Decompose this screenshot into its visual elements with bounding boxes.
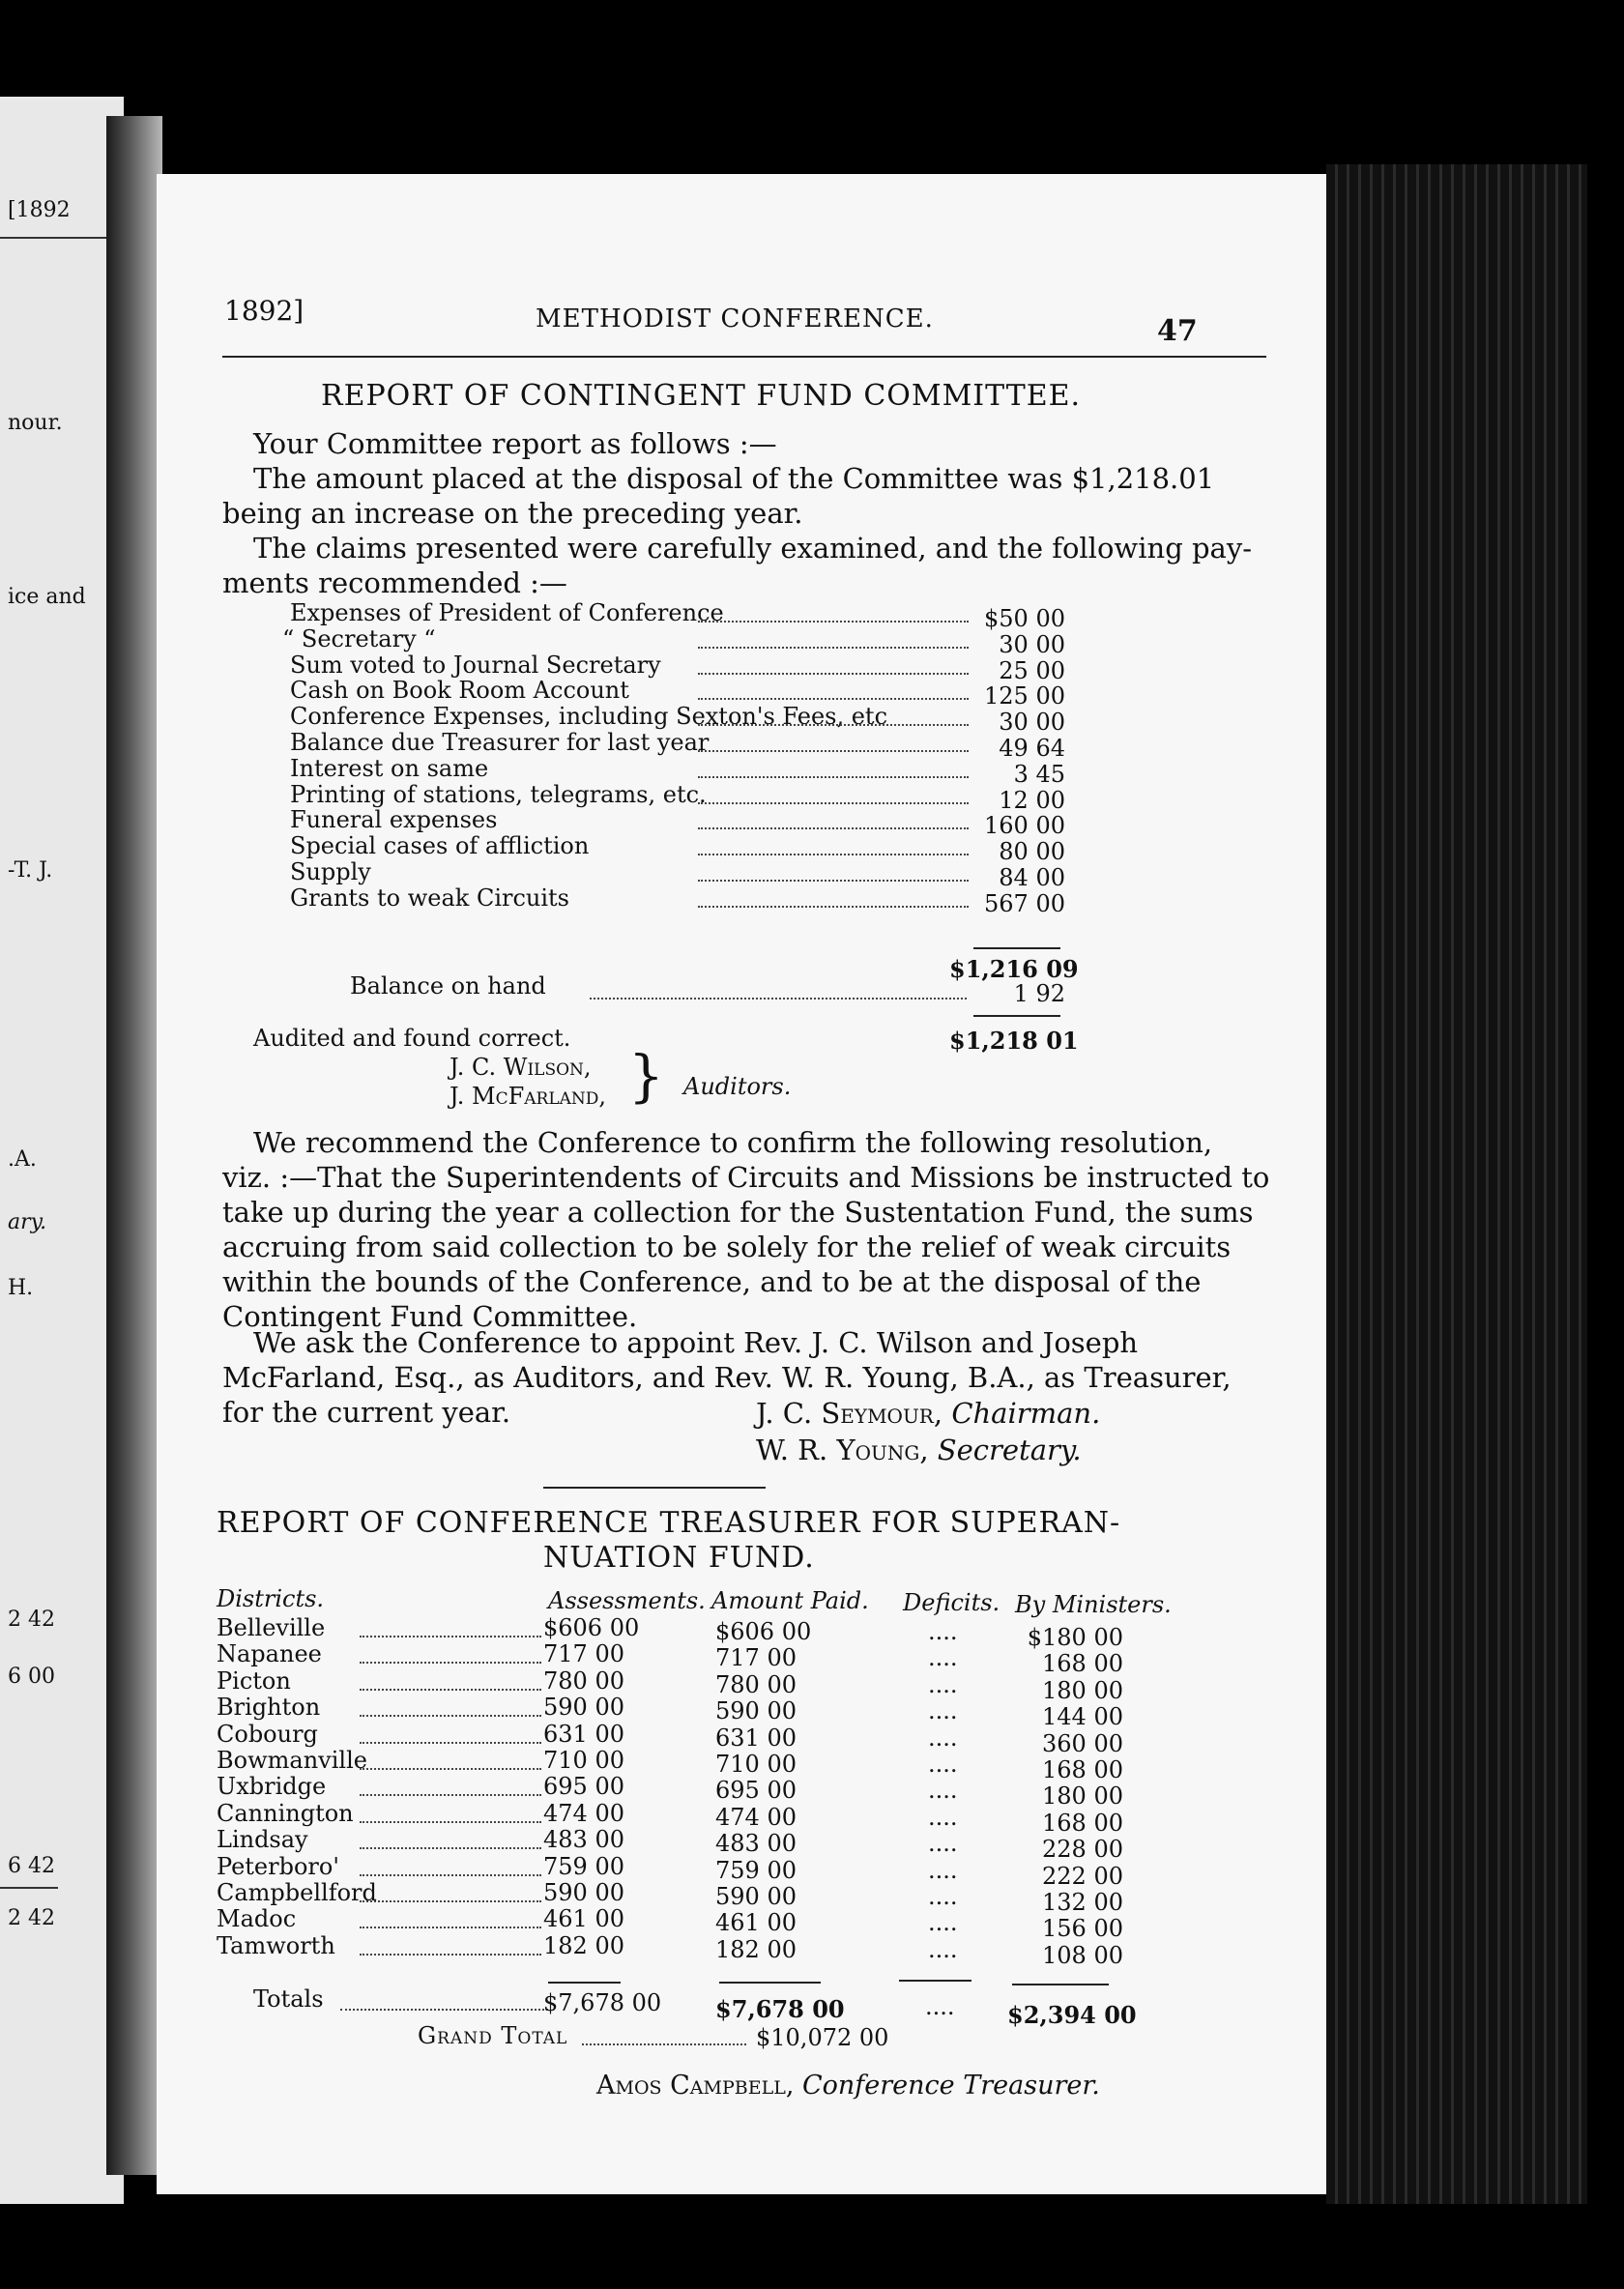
table-cell-district: Tamworth: [217, 1931, 335, 1959]
table-cell-district: Brighton: [217, 1694, 321, 1722]
table-cell-district: Peterboro': [217, 1852, 339, 1880]
leader-dots: [698, 906, 969, 908]
expense-amount: 80 00: [999, 838, 1065, 866]
appointment-line: We ask the Conference to appoint Rev. J. C. Wilson and Joseph: [253, 1326, 1139, 1359]
table-cell-ministers: 360 00: [1042, 1729, 1123, 1757]
table-cell-ministers: 168 00: [1042, 1809, 1123, 1837]
balance-amount: 1 92: [1013, 980, 1065, 1007]
table-cell-ministers: 222 00: [1042, 1862, 1123, 1890]
leader-dots: [360, 1794, 541, 1796]
table-cell-ministers: 168 00: [1042, 1756, 1123, 1783]
table-cell-deficit: ....: [928, 1644, 958, 1672]
column-header-districts: Districts.: [217, 1585, 325, 1612]
table-cell-ministers: 144 00: [1042, 1703, 1123, 1731]
left-fragment: 2 42: [8, 1608, 55, 1632]
left-fragment: 2 42: [8, 1906, 55, 1930]
auditor-name: J. McFarland,: [450, 1083, 607, 1110]
totals-rule: [899, 1980, 972, 1982]
expense-amount: 160 00: [984, 812, 1065, 840]
column-header-amount-paid: Amount Paid.: [711, 1587, 869, 1614]
expense-label: Expenses of President of Conference: [290, 599, 724, 626]
table-cell-paid: $606 00: [715, 1618, 812, 1645]
contingent-paragraph-line: The claims presented were carefully examined, and the following pay-: [253, 532, 1253, 565]
running-title: METHODIST CONFERENCE.: [536, 304, 934, 333]
leader-dots: [698, 776, 969, 778]
table-cell-district: Bowmanville: [217, 1747, 367, 1774]
table-cell-deficit: ....: [928, 1724, 958, 1752]
contingent-intro: Your Committee report as follows :—: [253, 427, 777, 460]
subtotal-amount: $1,216 09: [949, 955, 1079, 983]
table-cell-district: Madoc: [217, 1905, 297, 1933]
chairman-name: J. C. Seymour,: [756, 1397, 943, 1430]
table-cell-district: Uxbridge: [217, 1773, 327, 1801]
header-rule: [222, 356, 1266, 358]
table-cell-deficit: ....: [928, 1751, 958, 1778]
left-fragment: -T. J.: [8, 858, 53, 883]
audited-note: Audited and found correct.: [253, 1025, 571, 1052]
chairman-title: Chairman.: [951, 1397, 1101, 1430]
column-header-by-ministers: By Ministers.: [1015, 1591, 1172, 1618]
table-cell-deficit: ....: [928, 1777, 958, 1805]
grand-total-value: $10,072 00: [756, 2024, 889, 2051]
table-cell-district: Lindsay: [217, 1826, 308, 1854]
auditors-brace: }: [628, 1043, 664, 1109]
table-cell-deficit: ....: [928, 1697, 958, 1725]
table-cell-paid: 590 00: [715, 1697, 797, 1725]
leader-dots: [360, 1847, 541, 1849]
leader-dots: [340, 2009, 548, 2011]
header-year: 1892]: [224, 295, 304, 327]
chairman-signature: [756, 1397, 1100, 1430]
totals-rule: [719, 1982, 821, 1984]
expense-label: Balance due Treasurer for last year: [290, 729, 710, 756]
table-cell-assessment: 182 00: [543, 1931, 624, 1959]
appointment-line: McFarland, Esq., as Auditors, and Rev. W. R. Young, B.A., as Treasurer,: [222, 1361, 1232, 1394]
auditors-label: Auditors.: [683, 1073, 792, 1100]
subtotal-rule: [973, 947, 1060, 949]
expense-label: Supply: [290, 858, 371, 885]
auditor-name: J. C. Wilson,: [450, 1054, 592, 1081]
leader-dots: [360, 1927, 541, 1928]
table-cell-district: Cobourg: [217, 1720, 318, 1748]
table-cell-district: Campbellford: [217, 1879, 377, 1906]
previous-page-strip: [0, 97, 124, 2204]
expense-amount: 84 00: [999, 864, 1065, 891]
treasurer-name: Amos Campbell,: [596, 2071, 795, 2101]
leader-dots: [590, 998, 967, 1000]
table-cell-assessment: 710 00: [543, 1747, 624, 1774]
expense-label: Grants to weak Circuits: [290, 884, 569, 912]
book-gutter: [106, 116, 162, 2175]
treasurer-title: Conference Treasurer.: [802, 2071, 1100, 2101]
table-cell-paid: 780 00: [715, 1670, 797, 1698]
leader-dots: [360, 1742, 541, 1744]
table-cell-assessment: 474 00: [543, 1799, 624, 1827]
table-cell-paid: 474 00: [715, 1803, 797, 1831]
leader-dots: [698, 647, 969, 649]
left-total-rule: [0, 1887, 58, 1889]
left-fragment: H.: [8, 1276, 34, 1300]
recommendation-line: take up during the year a collection for the Sustentation Fund, the sums: [222, 1196, 1254, 1229]
totals-rule: [1012, 1984, 1109, 1985]
table-cell-district: Cannington: [217, 1799, 354, 1827]
table-cell-paid: 461 00: [715, 1909, 797, 1937]
left-fragment: .A.: [8, 1147, 37, 1172]
leader-dots: [360, 1662, 541, 1664]
recommendation-line: viz. :—That the Superintendents of Circuits and Missions be instructed to: [222, 1161, 1270, 1194]
expense-amount: 25 00: [999, 656, 1065, 684]
table-cell-assessment: 483 00: [543, 1826, 624, 1854]
table-cell-paid: 759 00: [715, 1856, 797, 1884]
leader-dots: [360, 1954, 541, 1956]
leader-dots: [360, 1821, 541, 1823]
table-cell-paid: 590 00: [715, 1883, 797, 1910]
contingent-title: REPORT OF CONTINGENT FUND COMMITTEE.: [321, 379, 1082, 413]
table-cell-deficit: ....: [928, 1618, 958, 1645]
balance-label: Balance on hand: [350, 972, 546, 1000]
totals-deficit: ....: [925, 1993, 955, 2020]
leader-dots: [582, 2043, 746, 2045]
column-header-deficits: Deficits.: [903, 1589, 1000, 1616]
expense-amount: 3 45: [1013, 760, 1065, 788]
expense-label: Cash on Book Room Account: [290, 677, 629, 705]
treasurer-signature: [596, 2071, 1100, 2101]
table-cell-ministers: 132 00: [1042, 1889, 1123, 1916]
table-cell-ministers: 156 00: [1042, 1915, 1123, 1943]
leader-dots: [698, 880, 969, 882]
left-fragment: 6 42: [8, 1854, 55, 1878]
leader-dots: [360, 1636, 541, 1637]
recommendation-line: within the bounds of the Conference, and to be at the disposal of the: [222, 1265, 1202, 1298]
leader-dots: [698, 621, 969, 623]
expense-amount: 567 00: [984, 889, 1065, 917]
table-cell-district: Belleville: [217, 1614, 326, 1641]
table-cell-assessment: 461 00: [543, 1905, 624, 1933]
table-cell-ministers: 228 00: [1042, 1836, 1123, 1864]
table-cell-assessment: 590 00: [543, 1694, 624, 1722]
leader-dots: [698, 724, 969, 726]
superannuation-title-continued: NUATION FUND.: [543, 1541, 815, 1575]
book-edge: [1326, 164, 1587, 2204]
expense-amount: 49 64: [999, 735, 1065, 762]
leader-dots: [698, 673, 969, 675]
table-cell-assessment: 717 00: [543, 1640, 624, 1668]
leader-dots: [698, 802, 969, 804]
document-page: [157, 174, 1326, 2194]
leader-dots: [698, 750, 969, 752]
expense-label: Conference Expenses, including Sexton's Fees, etc: [290, 703, 888, 731]
table-cell-ministers: 180 00: [1042, 1782, 1123, 1811]
contingent-paragraph-line: ments recommended :—: [222, 566, 567, 599]
table-cell-assessment: 631 00: [543, 1720, 624, 1748]
table-cell-deficit: ....: [928, 1883, 958, 1910]
expense-amount: 30 00: [999, 709, 1065, 737]
totals-ministers: $2,394 00: [1007, 2001, 1137, 2029]
expense-label: Special cases of affliction: [290, 832, 590, 860]
left-header-rule: [0, 237, 106, 239]
leader-dots: [360, 1874, 541, 1876]
expense-amount: 125 00: [984, 682, 1065, 710]
expense-label: Sum voted to Journal Secretary: [290, 651, 661, 679]
left-fragment: 6 00: [8, 1665, 55, 1689]
table-cell-paid: 483 00: [715, 1830, 797, 1858]
expense-label: Printing of stations, telegrams, etc.: [290, 780, 707, 808]
section-divider: [543, 1487, 766, 1489]
column-header-assessments: Assessments.: [548, 1587, 706, 1614]
table-cell-deficit: ....: [928, 1935, 958, 1963]
table-cell-deficit: ....: [928, 1830, 958, 1858]
total-amount: $1,218 01: [949, 1027, 1079, 1055]
expense-label: “ Secretary “: [282, 624, 436, 652]
grand-total-label: Grand Total: [418, 2022, 568, 2049]
expense-label: Funeral expenses: [290, 806, 498, 834]
table-cell-district: Napanee: [217, 1640, 322, 1668]
totals-label: Totals: [253, 1985, 324, 2013]
table-cell-assessment: 780 00: [543, 1666, 624, 1695]
table-cell-paid: 631 00: [715, 1724, 797, 1752]
expense-label: Interest on same: [290, 754, 489, 782]
totals-rule: [548, 1982, 621, 1984]
total-rule: [973, 1015, 1060, 1017]
leader-dots: [698, 854, 969, 855]
table-cell-ministers: $180 00: [1027, 1624, 1123, 1651]
secretary-name: W. R. Young,: [756, 1434, 929, 1466]
expense-amount: 12 00: [999, 786, 1065, 814]
table-cell-ministers: 180 00: [1042, 1676, 1123, 1704]
left-fragment: ice and: [8, 585, 86, 609]
table-cell-deficit: ....: [928, 1803, 958, 1831]
leader-dots: [698, 698, 969, 700]
page-number: 47: [1157, 314, 1198, 348]
recommendation-line: accruing from said collection to be solely for the relief of weak circuits: [222, 1231, 1232, 1263]
leader-dots: [360, 1715, 541, 1717]
secretary-signature: [756, 1434, 1082, 1466]
secretary-title: Secretary.: [937, 1434, 1082, 1466]
table-cell-assessment: 590 00: [543, 1879, 624, 1906]
leader-dots: [360, 1900, 541, 1902]
recommendation-line: Contingent Fund Committee.: [222, 1300, 638, 1333]
expense-amount: $50 00: [984, 605, 1065, 632]
table-cell-paid: 717 00: [715, 1644, 797, 1672]
table-cell-deficit: ....: [928, 1909, 958, 1937]
table-cell-district: Picton: [217, 1666, 291, 1695]
appointment-line: for the current year.: [222, 1396, 511, 1429]
leader-dots: [698, 827, 969, 829]
table-cell-deficit: ....: [928, 1856, 958, 1884]
table-cell-deficit: ....: [928, 1670, 958, 1698]
left-fragment: ary.: [8, 1210, 47, 1234]
table-cell-ministers: 168 00: [1042, 1650, 1123, 1678]
table-cell-paid: 710 00: [715, 1751, 797, 1778]
superannuation-title: REPORT OF CONFERENCE TREASURER FOR SUPERAN-: [217, 1506, 1121, 1540]
table-cell-paid: 182 00: [715, 1935, 797, 1963]
table-cell-paid: 695 00: [715, 1777, 797, 1805]
contingent-paragraph-line: The amount placed at the disposal of the Committee was $1,218.01: [253, 462, 1215, 495]
contingent-paragraph-line: being an increase on the preceding year.: [222, 497, 803, 530]
table-cell-ministers: 108 00: [1042, 1941, 1123, 1969]
table-cell-assessment: 695 00: [543, 1773, 624, 1801]
leader-dots: [360, 1768, 541, 1770]
table-cell-assessment: 759 00: [543, 1852, 624, 1880]
totals-paid: $7,678 00: [715, 1995, 845, 2023]
left-fragment: nour.: [8, 411, 63, 435]
expense-amount: 30 00: [999, 630, 1065, 658]
table-cell-assessment: $606 00: [543, 1614, 640, 1641]
leader-dots: [360, 1689, 541, 1691]
recommendation-line: We recommend the Conference to confirm the following resolution,: [253, 1126, 1213, 1159]
totals-assessment: $7,678 00: [543, 1989, 662, 2016]
left-fragment: [1892: [8, 198, 71, 222]
